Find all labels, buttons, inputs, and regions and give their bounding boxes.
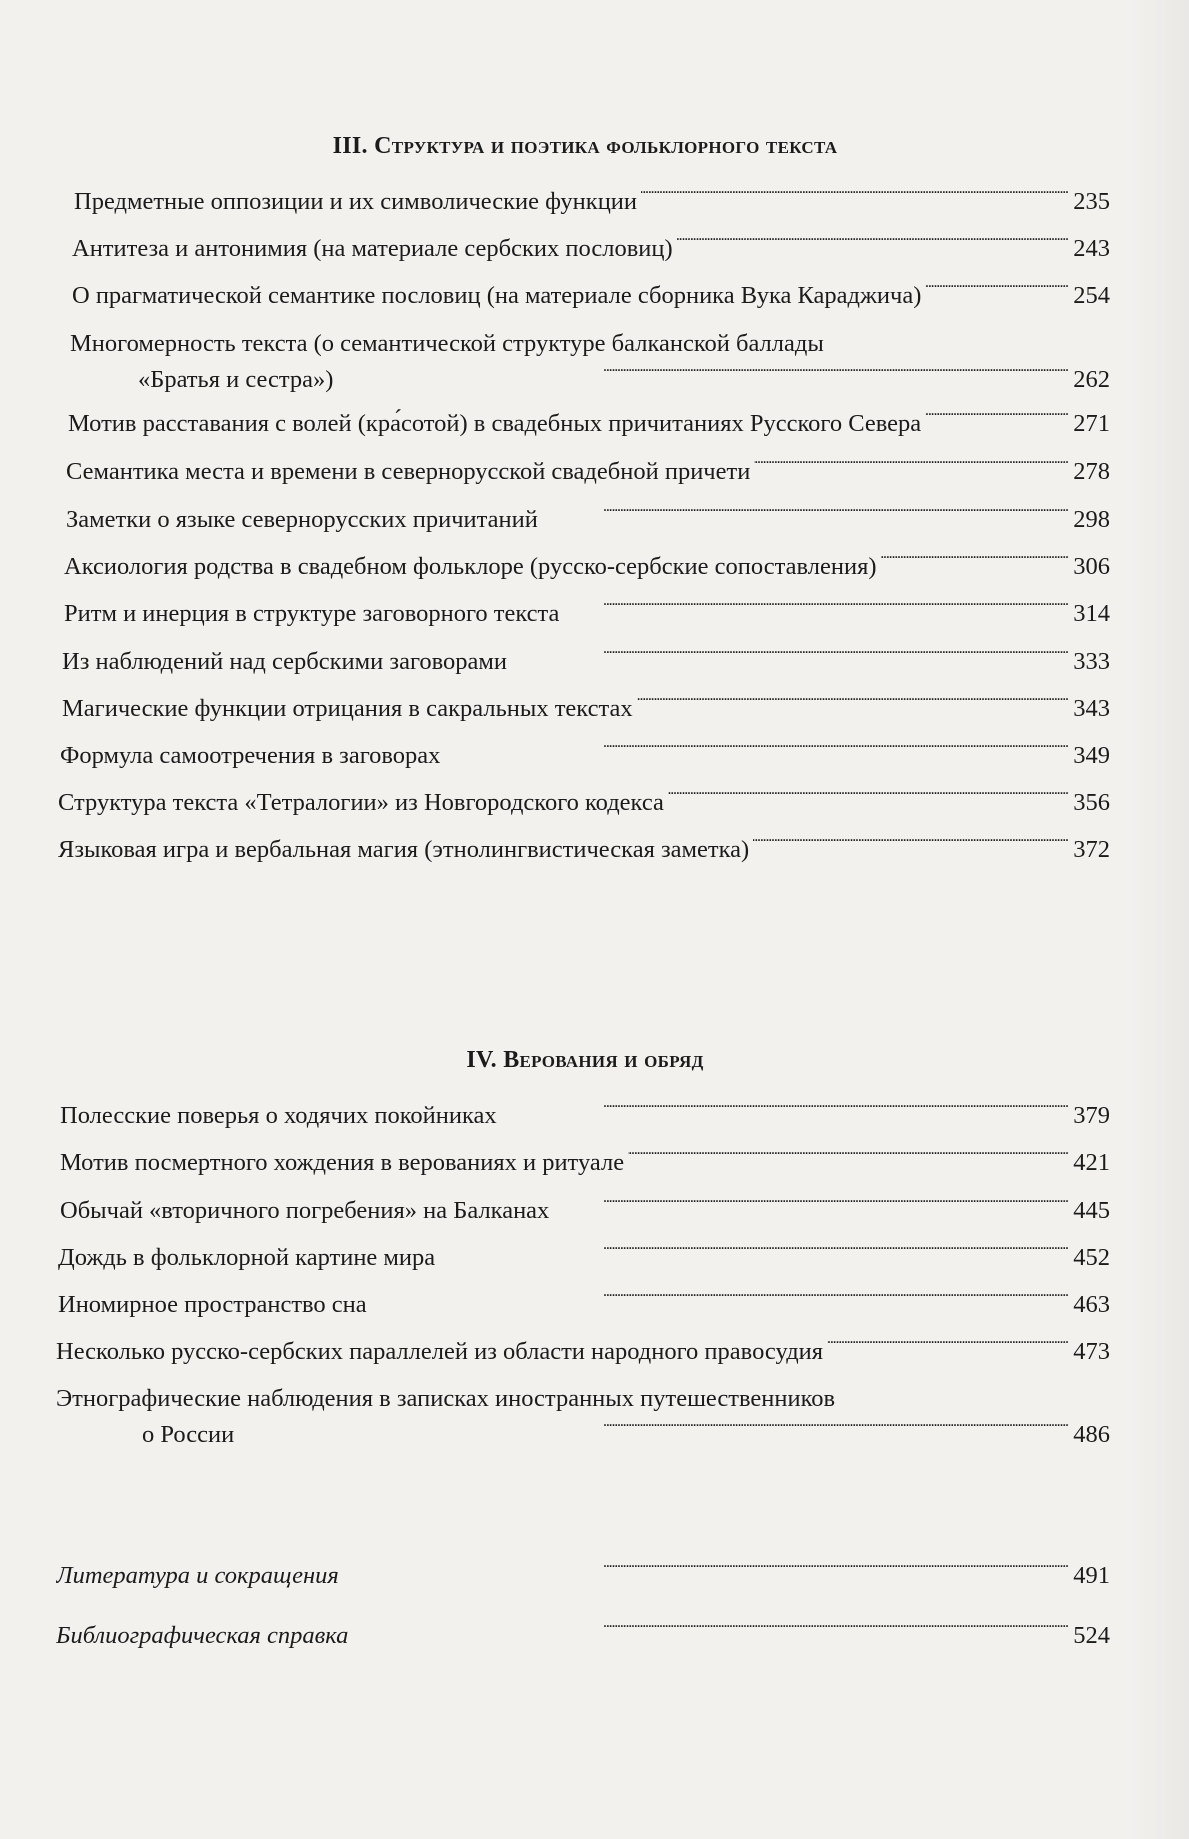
leader-dots [628,1146,1069,1171]
toc-entry-bibliography[interactable] [56,1618,1110,1654]
toc-entry-page: 343 [1073,695,1110,722]
toc-entry-page: 379 [1073,1102,1110,1129]
toc-entry[interactable] [66,502,1110,538]
toc-entry-title: Ритм и инерция в структуре заговорного текста [64,600,560,627]
toc-entry-title: Иномирное пространство сна [58,1291,367,1318]
toc-entry[interactable] [60,738,1110,774]
page-edge-shadow [1129,0,1189,1839]
toc-entry-page: 421 [1073,1149,1110,1176]
leader-dots [501,1099,1070,1124]
toc-entry-page: 314 [1073,600,1110,627]
toc-entry-title-line1: Этнографические наблюдения в записках иностранных путешественников [56,1385,836,1412]
leader-dots [925,407,1069,432]
leader-dots [563,597,1069,622]
toc-entry[interactable] [60,1193,1110,1229]
toc-entry[interactable] [58,1240,1110,1276]
leader-dots [753,833,1069,858]
toc-entry-title-line2: о России [142,1421,235,1448]
toc-entry-title: Обычай «вторичного погребения» на Балканах [60,1197,550,1224]
leader-dots [637,692,1070,717]
leader-dots [352,1619,1069,1644]
section-3-title-text: Структура и поэтика фольклорного текста [374,133,838,159]
toc-entry[interactable] [56,1334,1110,1370]
leader-dots [668,786,1069,811]
toc-entry[interactable] [64,549,1110,585]
toc-entry-title: Предметные оппозиции и их символические функции [74,188,638,215]
toc-entry[interactable] [72,278,1110,314]
toc-entry-title: Языковая игра и вербальная магия (этнолингвистическая заметка) [58,836,750,863]
leader-dots [827,1335,1069,1360]
toc-entry-title: Дождь в фольклорной картине мира [58,1244,436,1271]
toc-entry-page: 372 [1073,836,1110,863]
toc-entry-page: 452 [1073,1244,1110,1271]
toc-entry[interactable] [60,1098,1110,1134]
toc-entry-page: 463 [1073,1291,1110,1318]
back-matter [56,1558,1110,1678]
leader-dots [677,232,1070,257]
toc-entry-page: 349 [1073,742,1110,769]
toc-entry-title: Формула самоотречения в заговорах [60,742,441,769]
toc-entry-title: Литература и сокращения [56,1562,339,1589]
section-4-title-text: Верования и обряд [503,1047,704,1073]
toc-entry-title: Мотив посмертного хождения в верованиях и ритуале [60,1149,625,1176]
toc-entry-title: Из наблюдений над сербскими заговорами [62,648,508,675]
toc-entry-page: 333 [1073,648,1110,675]
toc-entry-title: Магические функции отрицания в сакральных текстах [62,695,633,722]
toc-entry-title: Несколько русско-сербских параллелей из области народного правосудия [56,1338,824,1365]
leader-dots [925,279,1069,304]
toc-entry-title: Библиографическая справка [56,1622,349,1649]
toc-entry-page: 445 [1073,1197,1110,1224]
toc-entry-page: 356 [1073,789,1110,816]
toc-entry[interactable] [62,691,1110,727]
leader-dots [754,455,1069,480]
leader-dots [371,1288,1070,1313]
section-3-title [60,134,1110,158]
section-4-entries [58,1098,1110,1518]
toc-entry[interactable] [64,596,1110,632]
toc-entry-page: 306 [1073,553,1110,580]
toc-entry[interactable] [58,785,1110,821]
toc-entry[interactable] [56,1381,1110,1453]
toc-entry-page: 473 [1073,1338,1110,1365]
toc-entry[interactable] [74,184,1110,220]
leader-dots [542,503,1069,528]
toc-entry-page: 524 [1073,1622,1110,1649]
toc-entry[interactable] [58,832,1110,868]
toc-entry-title: Мотив расставания с волей (кра́сотой) в свадебных причитаниях Русского Севера [68,410,922,437]
toc-entry-page: 254 [1073,282,1110,309]
toc-entry-title: Полесские поверья о ходячих покойниках [60,1102,497,1129]
toc-entry-title: Заметки о языке севернорусских причитаний [66,506,538,533]
toc-entry[interactable] [58,1287,1110,1323]
leader-dots [511,645,1069,670]
toc-entry-page: 298 [1073,506,1110,533]
leader-dots [343,1559,1069,1584]
section-4-title [60,1048,1110,1072]
toc-entry[interactable] [70,326,1110,398]
leader-dots [553,1194,1069,1219]
toc-entry-title: Антитеза и антонимия (на материале сербских пословиц) [72,235,673,262]
section-4-numeral: IV. [466,1047,497,1073]
leader-dots [238,1418,1069,1443]
toc-entry-title-line1: Многомерность текста (о семантической структуре балканской баллады [70,330,824,357]
section-3-entries [60,184,1110,1004]
section-3-numeral: III. [332,133,368,159]
toc-entry-title-line2: «Братья и сестра») [138,366,334,393]
section-4 [60,1048,1110,1072]
leader-dots [881,550,1070,575]
toc-entry[interactable] [60,1145,1110,1181]
leader-dots [337,363,1069,388]
leader-dots [641,185,1069,210]
toc-entry-page: 243 [1073,235,1110,262]
section-3 [60,134,1110,158]
toc-entry-title: Аксиология родства в свадебном фольклоре (русско-сербские сопоставления) [64,553,877,580]
toc-entry[interactable] [72,231,1110,267]
toc-entry-title: Структура текста «Тетралогии» из Новгородского кодекса [58,789,664,816]
toc-entry-title: Семантика места и времени в севернорусской свадебной причети [66,458,751,485]
toc-entry[interactable] [68,406,1110,442]
toc-entry[interactable] [62,644,1110,680]
toc-entry-page: 271 [1073,410,1110,437]
toc-entry-page: 235 [1073,188,1110,215]
toc-entry-page: 262 [1073,366,1110,393]
toc-entry-page: 491 [1073,1562,1110,1589]
toc-entry[interactable] [66,454,1110,490]
toc-entry-page: 486 [1073,1421,1110,1448]
toc-entry-title: О прагматической семантике пословиц (на материале сборника Вука Караджича) [72,282,922,309]
toc-entry-page: 278 [1073,458,1110,485]
leader-dots [439,1241,1069,1266]
leader-dots [444,739,1069,764]
toc-entry-literature[interactable] [56,1558,1110,1594]
